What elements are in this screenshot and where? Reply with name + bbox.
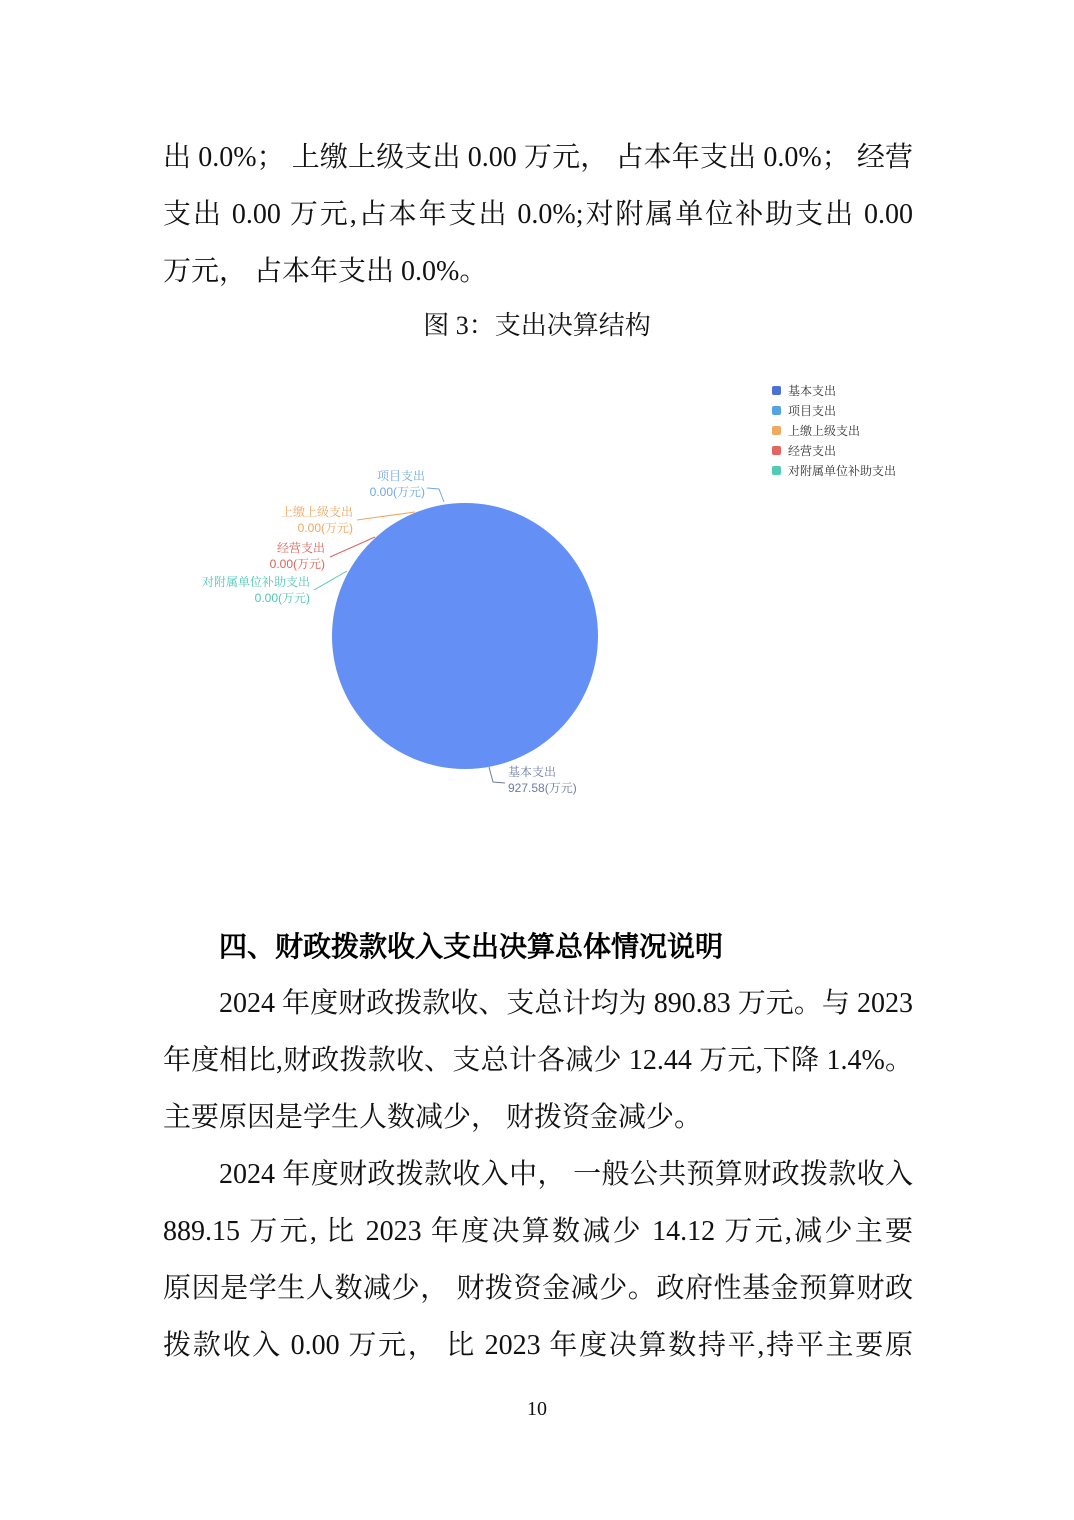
legend-label: 经营支出 [788,443,837,458]
callout-value: 0.00(万元) [269,557,325,571]
pie-callout-basic-expenditure [508,764,577,796]
text-line: 万元， 占本年支出 0.0%。 [163,256,488,287]
callout-value: 0.00(万元) [297,521,353,535]
legend-label: 上缴上级支出 [788,423,861,438]
pie-slice-basic-expenditure [332,503,598,769]
legend-swatch-icon [772,406,781,415]
pie-callout-project-expenditure [370,468,425,500]
callout-value: 0.00(万元) [254,591,310,605]
callout-name: 上缴上级支出 [280,505,353,519]
callout-name: 经营支出 [276,541,325,555]
text-line: 889.15 万元, 比 2023 年度决算数减少 14.12 万元,减少主要 [163,1216,913,1247]
legend-item-upper-level-remittance [772,422,896,438]
legend-swatch-icon [772,386,781,395]
callout-value: 0.00(万元) [369,485,425,499]
text-line: 2024 年度财政拨款收、支总计均为 890.83 万元。与 2023 [219,988,913,1019]
text-line: 主要原因是学生人数减少， 财拨资金减少。 [163,1102,703,1133]
pie-callout-upper-level-remittance [281,504,353,536]
text-line: 出 0.0%； 上缴上级支出 0.00 万元， 占本年支出 0.0%； 经营 [163,142,913,173]
continuation-paragraph [163,129,913,300]
text-line: 年度相比,财政拨款收、支总计各减少 12.44 万元,下降 1.4%。 [163,1045,913,1076]
page-number: 10 [527,1398,547,1420]
legend-swatch-icon [772,446,781,455]
callout-name: 基本支出 [508,765,557,779]
leader-line-basic-expenditure [489,767,505,783]
pie-callout-operating-expenditure [270,540,325,572]
callout-value: 927.58(万元) [508,781,577,795]
legend-item-project-expenditure [772,402,896,418]
text-line: 支出 0.00 万元,占本年支出 0.0%;对附属单位补助支出 0.00 [163,199,913,230]
pie-callout-affiliated-subsidy [202,574,310,606]
legend-label: 项目支出 [788,403,837,418]
legend-swatch-icon [772,466,781,475]
legend-item-basic-expenditure [772,382,896,398]
figure-caption: 图 3：支出决算结构 [423,311,651,340]
callout-name: 项目支出 [376,469,425,483]
legend-swatch-icon [772,426,781,435]
text-line: 拨款收入 0.00 万元， 比 2023 年度决算数持平,持平主要原 [163,1330,913,1361]
leader-line-project-expenditure [427,488,444,502]
chart-legend [772,382,896,478]
paragraph-fiscal-detail [163,1146,913,1374]
pie-chart-canvas [0,358,1074,818]
legend-label: 对附属单位补助支出 [788,463,897,478]
callout-name: 对附属单位补助支出 [201,575,310,589]
text-line: 原因是学生人数减少， 财拨资金减少。政府性基金预算财政 [163,1273,913,1304]
section-heading: 四、财政拨款收入支出决算总体情况说明 [219,931,724,962]
pie-chart-figure [0,358,1074,818]
text-line: 2024 年度财政拨款收入中， 一般公共预算财政拨款收入 [219,1159,913,1190]
legend-label: 基本支出 [788,383,837,398]
paragraph-fiscal-summary [163,975,913,1146]
legend-item-affiliated-subsidy [772,462,896,478]
legend-item-operating-expenditure [772,442,896,458]
